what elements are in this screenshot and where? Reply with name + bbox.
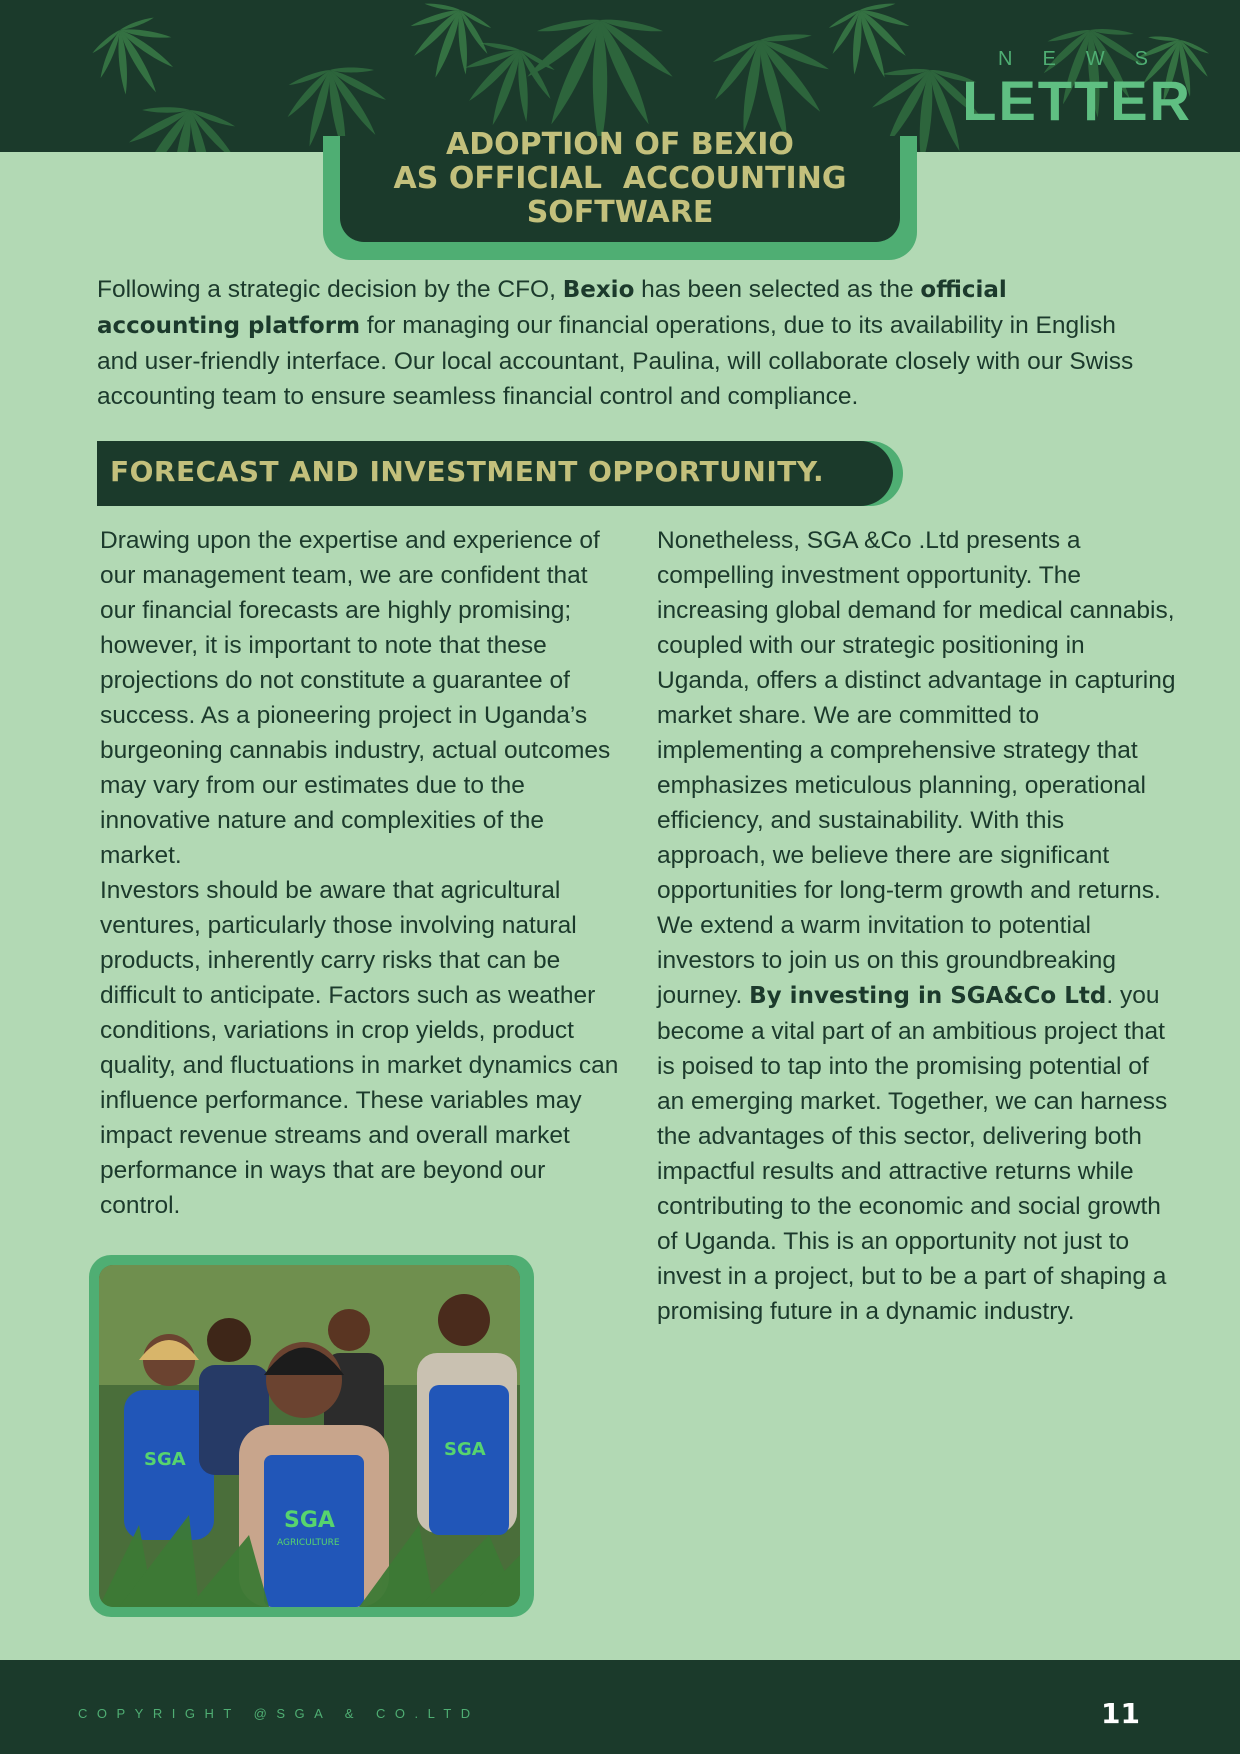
intro-bold-platform: official accounting platform (97, 277, 1007, 339)
article-title-line-2: AS OFFICIAL ACCOUNTING (393, 161, 847, 196)
right-text-1: Nonetheless, SGA &Co .Ltd presents a compelling investment opportunity. The increasing global demand for medical cannabis, coupled with our strategic positioning in Uganda, offers a distinct advantage in capturing market share. We are committed to implementing a comprehensive strategy that emphasizes meticulous planning, operational efficiency, and sustainability. With this approach, we believe there are significant opportunities for long-term growth and returns. We extend a warm invitation to potential investors to join us on this groundbreaking journey. (657, 527, 1176, 1009)
left-paragraph-1: Drawing upon the expertise and experience of our management team, we are confident that our financial forecasts are highly promising; however, it is important to note that these projections do not constitute a guarantee of success. As a pioneering project in Uganda’s burgeoning cannabis industry, actual outcomes may vary from our estimates due to the innovative nature and complexities of the market. (100, 527, 611, 869)
apron-text-2: SGA (444, 1439, 486, 1460)
intro-text-3: for managing our financial operations, due to its availability in English and user-friendly interface. Our local accountant, Paulina, will collaborate closely with our Swiss accounting team to ensure seamless financial control and compliance. (97, 312, 1134, 410)
apron-subtext: AGRICULTURE (277, 1538, 340, 1548)
article-title-line-3: SOFTWARE (526, 195, 714, 230)
article-title-line-1: ADOPTION OF BEXIO (446, 127, 794, 162)
intro-text-1: Following a strategic decision by the CFO, (97, 276, 563, 303)
masthead-news: NEWS (998, 48, 1178, 70)
right-column (657, 523, 1177, 1329)
left-paragraph-2: Investors should be aware that agricultural ventures, particularly those involving natural products, inherently carry risks that can be difficult to anticipate. Factors such as weather conditions, variations in crop yields, product quality, and fluctuations in market dynamics can influence performance. These variables may impact revenue streams and overall market performance in ways that are beyond our control. (100, 877, 619, 1219)
section-heading: FORECAST AND INVESTMENT OPPORTUNITY. (110, 455, 825, 488)
masthead-letter: LETTER (962, 69, 1192, 132)
right-bold-investing: By investing in SGA&Co Ltd (749, 983, 1107, 1009)
copyright-text: COPYRIGHT @SGA & CO.LTD (78, 1706, 480, 1721)
article-title (330, 128, 910, 230)
page-number: 11 (1101, 1697, 1140, 1730)
intro-paragraph (97, 272, 1157, 414)
apron-text-3: SGA (284, 1508, 335, 1533)
apron-text-1: SGA (144, 1449, 186, 1470)
team-photo-illustration (99, 1265, 520, 1607)
intro-bold-bexio: Bexio (562, 277, 635, 303)
left-column (100, 523, 620, 1223)
right-text-2: . you become a vital part of an ambitious project that is poised to tap into the promising potential of an emerging market. Together, we can harness the advantages of this sector, delivering both impactful results and attractive returns while contributing to the economic and social growth of Uganda. This is an opportunity not just to invest in a project, but to be a part of shaping a promising future in a dynamic industry. (657, 982, 1168, 1325)
intro-text-2: has been selected as the (634, 276, 921, 303)
team-photo (99, 1265, 520, 1607)
